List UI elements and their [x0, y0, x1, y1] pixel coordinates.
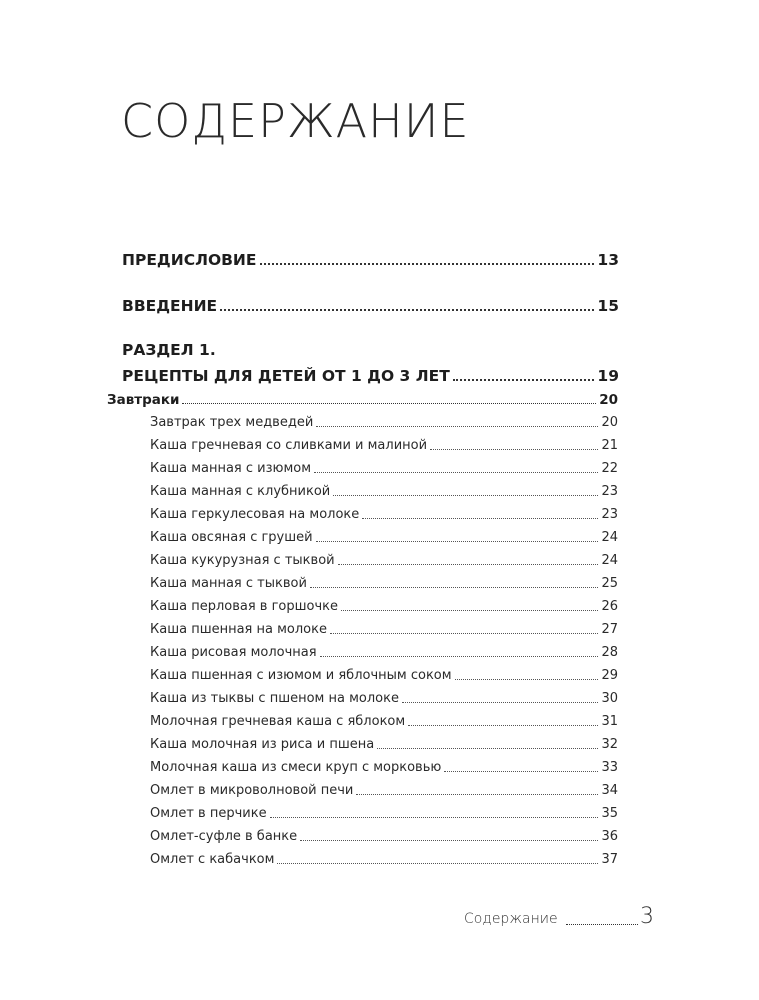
toc-page-number: 35 [601, 806, 618, 821]
toc-entry-label: Каша кукурузная с тыквой [150, 553, 335, 568]
toc-page-number: 13 [597, 251, 619, 269]
toc-page-number: 36 [601, 829, 618, 844]
toc-recipe-entry[interactable] [150, 737, 618, 752]
toc-entry-label: ВВЕДЕНИЕ [122, 297, 218, 315]
dot-leader [316, 426, 598, 427]
toc-entry-label: Каша пшенная с изюмом и яблочным соком [150, 668, 452, 683]
toc-page-number: 26 [601, 599, 618, 614]
section-number-label: РАЗДЕЛ 1. [122, 341, 216, 359]
toc-recipe-entry[interactable] [150, 645, 618, 660]
dot-leader [455, 679, 599, 680]
toc-entry-label: Каша пшенная на молоке [150, 622, 327, 637]
toc-entry-label: Молочная каша из смеси круп с морковью [150, 760, 442, 775]
dot-leader [333, 495, 598, 496]
toc-recipe-entry[interactable] [150, 691, 618, 706]
toc-page-number: 20 [601, 415, 618, 430]
toc-entry-label: Завтрак трех медведей [150, 415, 314, 430]
dot-leader [356, 794, 598, 795]
toc-entry-label: Каша молочная из риса и пшена [150, 737, 375, 752]
toc-recipe-entry[interactable] [150, 852, 618, 867]
toc-entry-preface[interactable] [122, 251, 619, 269]
toc-recipe-entry[interactable] [150, 415, 618, 430]
toc-page-number: 24 [601, 530, 618, 545]
dot-leader [362, 518, 598, 519]
toc-recipe-entry[interactable] [150, 484, 618, 499]
toc-entry-label: Завтраки [107, 392, 180, 408]
toc-entry-label: Каша перловая в горшочке [150, 599, 338, 614]
toc-entry-label: Каша манная с изюмом [150, 461, 312, 476]
toc-page-number: 25 [601, 576, 618, 591]
toc-entry-section-1[interactable] [122, 367, 619, 385]
toc-entry-label: Каша рисовая молочная [150, 645, 317, 660]
dot-leader [316, 541, 599, 542]
toc-entry-label: Омлет-суфле в банке [150, 829, 298, 844]
toc-page-number: 23 [601, 507, 618, 522]
toc-page-number: 30 [601, 691, 618, 706]
dot-leader [408, 725, 598, 726]
dot-leader [330, 633, 598, 634]
dot-leader [402, 702, 598, 703]
toc-page-number: 22 [601, 461, 618, 476]
toc-page-number: 23 [601, 484, 618, 499]
dot-leader [277, 863, 598, 864]
running-footer-label: Содержание [464, 911, 558, 927]
toc-page-number: 28 [601, 645, 618, 660]
toc-page-number: 32 [601, 737, 618, 752]
dot-leader [260, 263, 595, 265]
toc-entry-label: Омлет в перчике [150, 806, 267, 821]
toc-page-number: 37 [601, 852, 618, 867]
toc-recipe-entry[interactable] [150, 576, 618, 591]
dot-leader [182, 403, 596, 404]
toc-page-number: 19 [597, 367, 619, 385]
toc-recipe-entry[interactable] [150, 461, 618, 476]
dot-leader [444, 771, 598, 772]
toc-entry-label: Каша манная с тыквой [150, 576, 307, 591]
toc-recipe-entry[interactable] [150, 668, 618, 683]
toc-page-number: 24 [601, 553, 618, 568]
toc-recipe-entry[interactable] [150, 829, 618, 844]
toc-recipe-entry[interactable] [150, 714, 618, 729]
toc-page-number: 15 [597, 297, 619, 315]
toc-entry-label: Каша геркулесовая на молоке [150, 507, 360, 522]
toc-entry-label: Омлет в микроволновой печи [150, 783, 354, 798]
toc-page-number: 20 [599, 392, 618, 408]
dot-leader [341, 610, 598, 611]
toc-entry-introduction[interactable] [122, 297, 619, 315]
dot-leader [300, 840, 598, 841]
dot-leader [320, 656, 599, 657]
toc-entry-label: ПРЕДИСЛОВИЕ [122, 251, 257, 269]
toc-entry-label: Молочная гречневая каша с яблоком [150, 714, 406, 729]
dot-leader [220, 309, 594, 311]
dot-leader [270, 817, 599, 818]
toc-recipe-entry[interactable] [150, 438, 618, 453]
toc-recipe-entry[interactable] [150, 530, 618, 545]
page-footer [464, 904, 654, 929]
toc-entry-label: РЕЦЕПТЫ ДЛЯ ДЕТЕЙ ОТ 1 ДО 3 ЛЕТ [122, 367, 450, 385]
dot-leader [430, 449, 598, 450]
toc-recipe-entry[interactable] [150, 507, 618, 522]
toc-entry-label: Омлет с кабачком [150, 852, 275, 867]
dot-leader [314, 472, 598, 473]
page-number: 3 [640, 904, 654, 929]
page-title: СОДЕРЖАНИЕ [121, 94, 470, 148]
toc-entry-breakfasts[interactable] [107, 392, 618, 408]
dot-leader [453, 379, 595, 381]
toc-recipe-entry[interactable] [150, 553, 618, 568]
dot-leader [338, 564, 599, 565]
toc-page-number: 33 [601, 760, 618, 775]
toc-page-number: 34 [601, 783, 618, 798]
toc-page-number: 31 [601, 714, 618, 729]
toc-entry-label: Каша манная с клубникой [150, 484, 331, 499]
dot-leader [566, 924, 638, 925]
toc-recipe-entry[interactable] [150, 622, 618, 637]
toc-recipe-entry[interactable] [150, 599, 618, 614]
toc-entry-label: Каша овсяная с грушей [150, 530, 313, 545]
toc-page-number: 29 [601, 668, 618, 683]
toc-recipe-entry[interactable] [150, 760, 618, 775]
toc-page-number: 21 [601, 438, 618, 453]
toc-entry-label: Каша гречневая со сливками и малиной [150, 438, 428, 453]
toc-recipe-entry[interactable] [150, 806, 618, 821]
toc-entry-label: Каша из тыквы с пшеном на молоке [150, 691, 399, 706]
toc-recipe-entry[interactable] [150, 783, 618, 798]
dot-leader [377, 748, 598, 749]
dot-leader [310, 587, 599, 588]
toc-page-number: 27 [601, 622, 618, 637]
